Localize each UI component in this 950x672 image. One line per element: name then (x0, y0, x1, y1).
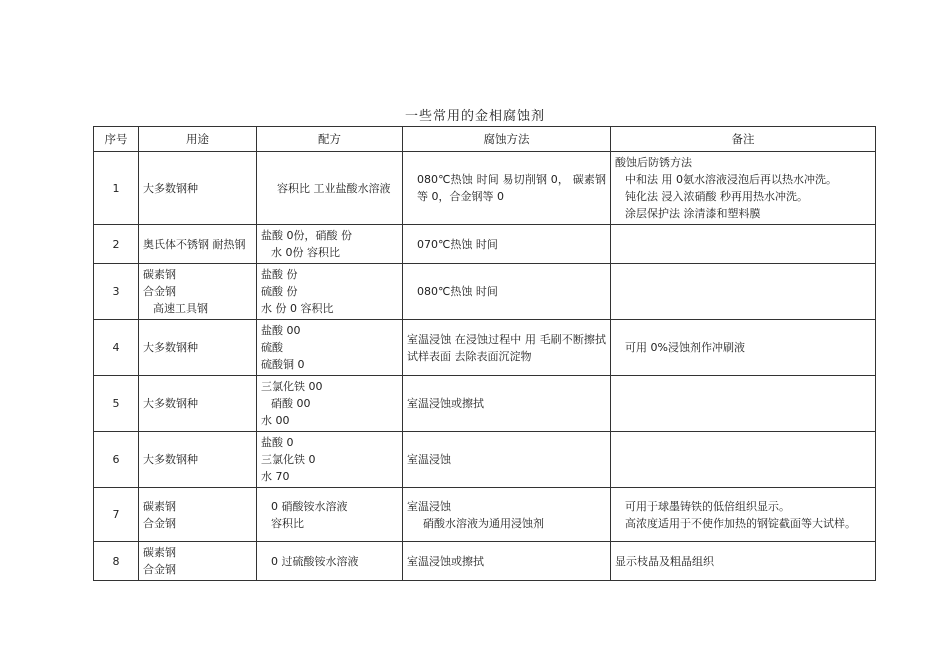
use-cell: 碳素钢 合金钢 (139, 542, 257, 581)
table-row (94, 376, 876, 432)
recipe-cell: 0 硝酸铵水溶液 容积比 (257, 488, 403, 542)
table-row (94, 264, 876, 320)
note-cell: 可用于球墨铸铁的低倍组织显示。 高浓度适用于不使作加热的钢锭截面等大试样。 (611, 488, 876, 542)
recipe-cell: 盐酸 00 硫酸 硫酸铜 0 (257, 320, 403, 376)
method-cell: 室温浸蚀 在浸蚀过程中 用 毛刷不断擦拭试样表面 去除表面沉淀物 (403, 320, 611, 376)
col-header-method: 腐蚀方法 (403, 127, 611, 152)
note-cell (611, 225, 876, 264)
col-header-recipe: 配方 (257, 127, 403, 152)
use-cell: 大多数钢种 (139, 432, 257, 488)
recipe-cell: 容积比 工业盐酸水溶液 (257, 152, 403, 225)
method-cell: 080℃热蚀 时间 (403, 264, 611, 320)
note-cell (611, 264, 876, 320)
table-row (94, 225, 876, 264)
row-number: 1 (94, 152, 139, 225)
col-header-use: 用途 (139, 127, 257, 152)
recipe-cell: 三氯化铁 00 硝酸 00 水 00 (257, 376, 403, 432)
use-cell: 大多数钢种 (139, 320, 257, 376)
recipe-cell: 盐酸 0份，硝酸 份 水 0份 容积比 (257, 225, 403, 264)
method-cell: 室温浸蚀 (403, 432, 611, 488)
row-number: 2 (94, 225, 139, 264)
recipe-cell: 0 过硫酸铵水溶液 (257, 542, 403, 581)
note-cell: 可用 0%浸蚀剂作冲刷液 (611, 320, 876, 376)
note-cell (611, 432, 876, 488)
etchant-table (93, 126, 876, 581)
col-header-note: 备注 (611, 127, 876, 152)
method-cell: 080℃热蚀 时间 易切削钢 0， 碳素钢等 0，合金钢等 0 (403, 152, 611, 225)
row-number: 5 (94, 376, 139, 432)
table-row (94, 488, 876, 542)
header-row (94, 127, 876, 152)
method-cell: 室温浸蚀或擦拭 (403, 542, 611, 581)
row-number: 4 (94, 320, 139, 376)
row-number: 7 (94, 488, 139, 542)
col-header-no: 序号 (94, 127, 139, 152)
row-number: 6 (94, 432, 139, 488)
use-cell: 碳素钢 合金钢 高速工具钢 (139, 264, 257, 320)
use-cell: 奥氏体不锈钢 耐热钢 (139, 225, 257, 264)
use-cell: 碳素钢 合金钢 (139, 488, 257, 542)
page-title: 一些常用的金相腐蚀剂 (404, 109, 545, 124)
row-number: 3 (94, 264, 139, 320)
table-row (94, 542, 876, 581)
use-cell: 大多数钢种 (139, 376, 257, 432)
note-cell: 酸蚀后防锈方法 中和法 用 0氨水溶液浸泡后再以热水冲洗。 钝化法 浸入浓硝酸 秒再用热水冲洗。 涂层保护法 涂清漆和塑料膜 (611, 152, 876, 225)
table-row (94, 152, 876, 225)
recipe-cell: 盐酸 0 三氯化铁 0 水 70 (257, 432, 403, 488)
method-cell: 室温浸蚀或擦拭 (403, 376, 611, 432)
method-cell: 室温浸蚀 硝酸水溶液为通用浸蚀剂 (403, 488, 611, 542)
method-cell: 070℃热蚀 时间 (403, 225, 611, 264)
use-cell: 大多数钢种 (139, 152, 257, 225)
table-row (94, 432, 876, 488)
recipe-cell: 盐酸 份 硫酸 份 水 份 0 容积比 (257, 264, 403, 320)
note-cell (611, 376, 876, 432)
note-cell: 显示枝晶及粗晶组织 (611, 542, 876, 581)
row-number: 8 (94, 542, 139, 581)
table-row (94, 320, 876, 376)
